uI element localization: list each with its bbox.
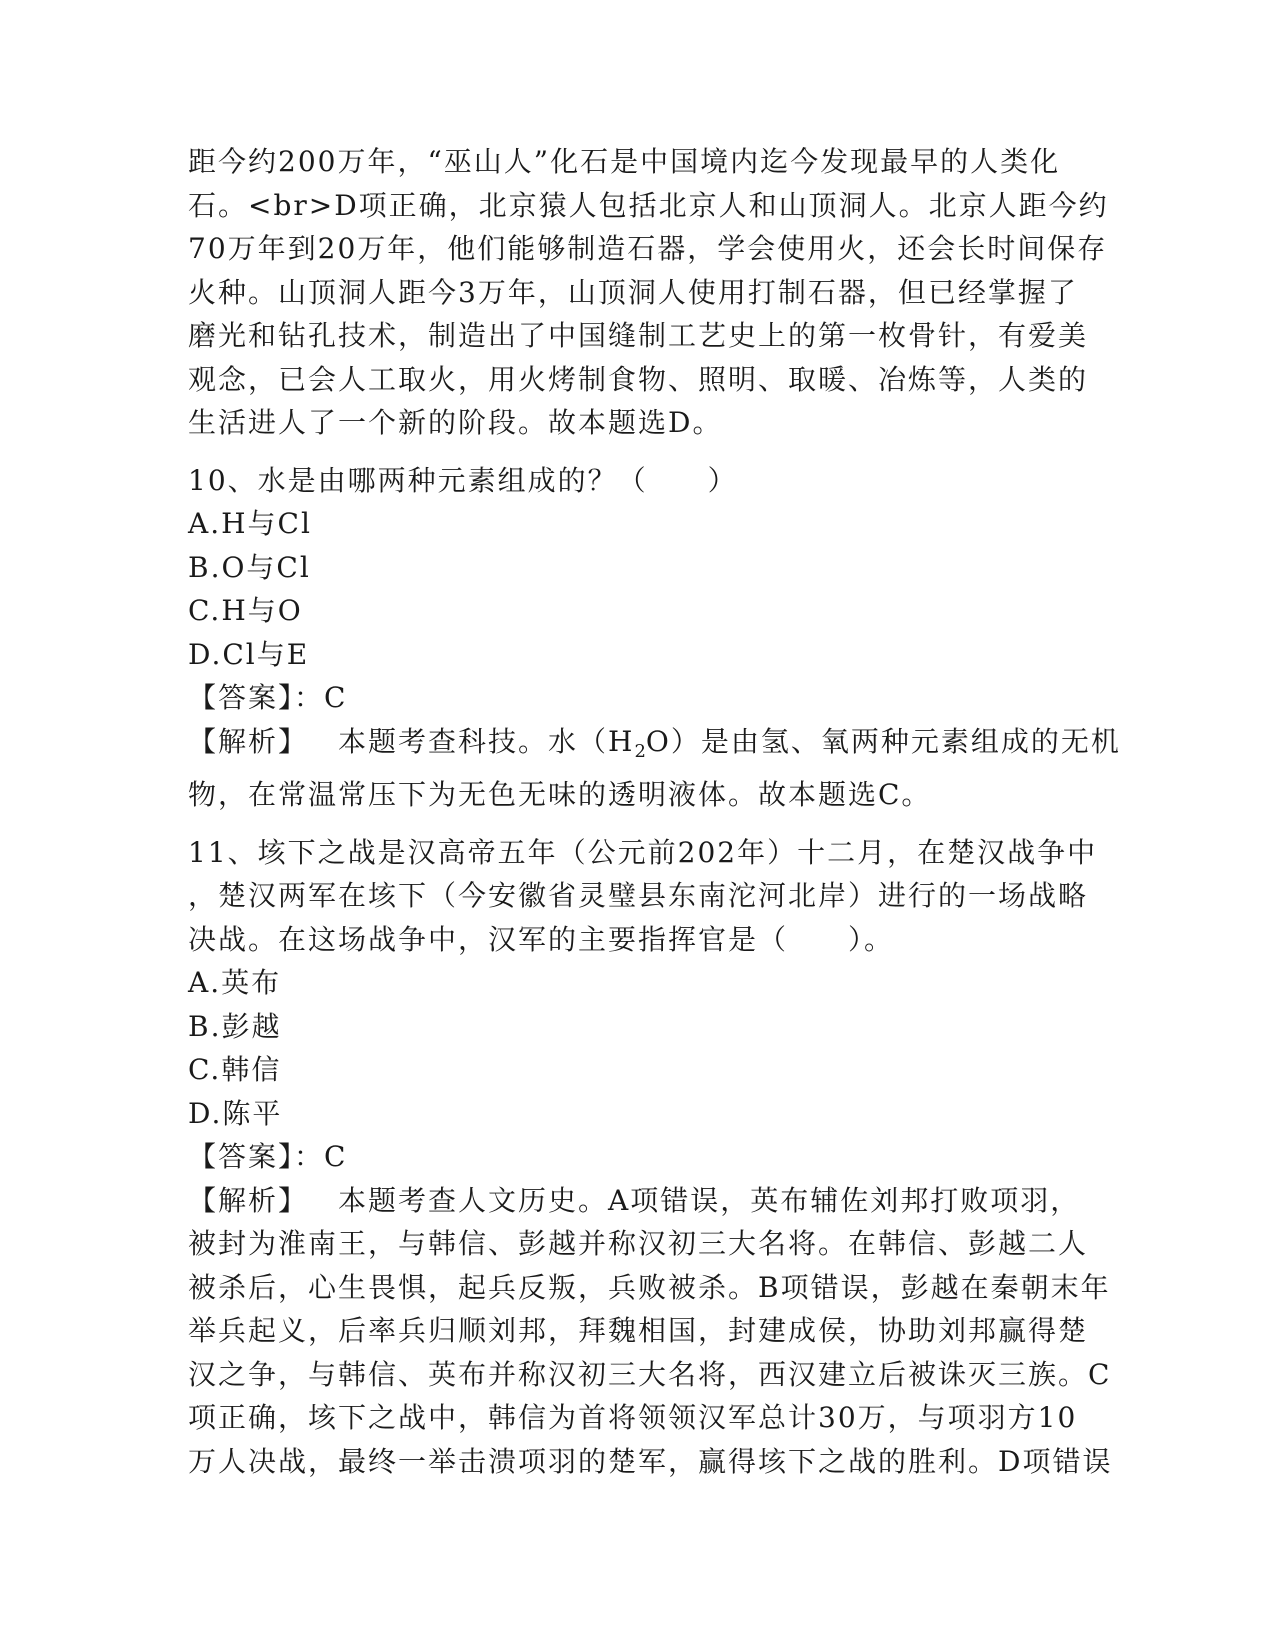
option-d: D.陈平 — [188, 1096, 283, 1130]
question-11 — [188, 831, 1113, 1484]
option-a: A.H与Cl — [188, 507, 312, 540]
text-line: 火种。山顶洞人距今3万年，山顶洞人使用打制石器，但已经掌握了 — [188, 275, 1078, 309]
question-10 — [188, 459, 1121, 817]
text-line: 70万年到20万年，他们能够制造石器，学会使用火，还会长时间保存 — [188, 232, 1108, 265]
analysis-line: 项正确，垓下之战中，韩信为首将领领汉军总计30万，与项羽方10 — [188, 1401, 1078, 1434]
text-line: 观念，已会人工取火，用火烤制食物、照明、取暖、冶炼等，人类的 — [188, 362, 1089, 396]
analysis-label: 【解析】 — [188, 1183, 309, 1217]
question-text: ，楚汉两军在垓下（今安徽省灵璧县东南沱河北岸）进行的一场战略 — [188, 879, 1089, 912]
text-line: 石。<br>D项正确，北京猿人包括北京人和山顶洞人。北京人距今约 — [188, 188, 1109, 222]
analysis-text: 本题考查人文历史。A项错误，英布辅佐刘邦打败项羽， — [338, 1183, 1081, 1217]
option-c: C.韩信 — [188, 1053, 282, 1086]
analysis-line: 汉之争，与韩信、英布并称汉初三大名将，西汉建立后被诛灭三族。C — [188, 1357, 1112, 1391]
document-page — [188, 140, 1121, 1483]
option-b: B.O与Cl — [188, 550, 311, 584]
text-line: 磨光和钻孔技术，制造出了中国缝制工艺史上的第一枚骨针，有爱美 — [188, 319, 1089, 352]
text-line: 生活进人了一个新的阶段。故本题选D。 — [188, 406, 723, 439]
option-b: B.彭越 — [188, 1009, 282, 1043]
analysis-line — [188, 1179, 1088, 1223]
answer-label: 【答案】： — [188, 681, 325, 714]
question-text: 决战。在这场战争中，汉军的主要指挥官是（ ）。 — [188, 922, 895, 956]
answer-label: 【答案】： — [188, 1140, 325, 1173]
analysis-line: 举兵起义，后率兵归顺刘邦，拜魏相国，封建成侯，协助刘邦赢得楚 — [188, 1314, 1089, 1347]
analysis-line: 被杀后，心生畏惧，起兵反叛，兵败被杀。B项错误，彭越在秦朝末年 — [188, 1270, 1111, 1304]
answer-value: C — [324, 1140, 348, 1173]
analysis-line: 物，在常温常压下为无色无味的透明液体。故本题选C。 — [188, 778, 932, 811]
answer-line — [188, 1135, 1088, 1179]
option-d: D.Cl与E — [188, 637, 310, 671]
option-c: C.H与O — [188, 594, 303, 627]
option-a: A.英布 — [188, 966, 282, 999]
question-text: 11、垓下之战是汉高帝五年（公元前202年）十二月，在楚汉战争中 — [188, 835, 1098, 869]
analysis-label: 【解析】 — [188, 724, 309, 758]
subscript-2: 2 — [634, 740, 646, 762]
analysis-line — [188, 720, 1121, 774]
previous-analysis-continuation — [188, 140, 1109, 445]
analysis-line: 万人决战，最终一举击溃项羽的楚军，赢得垓下之战的胜利。D项错误 — [188, 1444, 1113, 1478]
answer-value: C — [324, 681, 348, 714]
answer-line — [188, 676, 1088, 720]
text-line: 距今约200万年，“巫山人”化石是中国境内迄今发现最早的人类化 — [188, 145, 1061, 178]
analysis-text: O）是由氢、氧两种元素组成的无机 — [645, 724, 1121, 758]
analysis-line: 被封为淮南王，与韩信、彭越并称汉初三大名将。在韩信、彭越二人 — [188, 1227, 1089, 1260]
question-text: 10、水是由哪两种元素组成的？（ ） — [188, 463, 738, 497]
analysis-text: 本题考查科技。水（H — [338, 724, 635, 758]
